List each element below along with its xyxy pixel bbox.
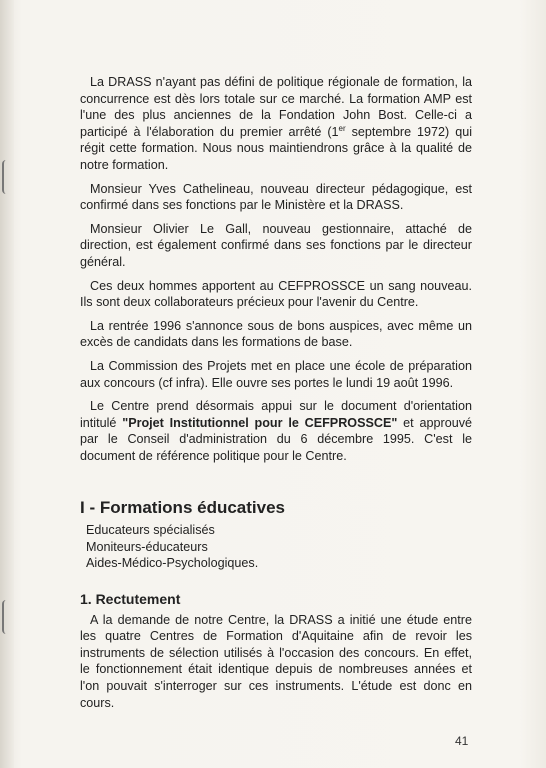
list-item: Educateurs spécialisés: [86, 523, 215, 538]
paragraph: [80, 398, 472, 464]
section-title: I - Formations éducatives: [80, 498, 285, 518]
page-content: [80, 74, 472, 718]
intro-paragraphs: [80, 74, 472, 464]
paragraph: Ces deux hommes apportent au CEFPROSSCE un sang nouveau. Ils sont deux collaborateurs précieux pour l'avenir du Centre.: [80, 278, 472, 310]
paragraph-text: Le Centre prend désormais appui sur le document d'orientation intitulé: [80, 399, 472, 430]
list-item: Moniteurs-éducateurs: [86, 539, 208, 554]
paragraph: Monsieur Olivier Le Gall, nouveau gestionnaire, attaché de direction, est également confirmé dans ses fonctions par le directeur général.: [80, 221, 472, 269]
paragraph: Monsieur Yves Cathelineau, nouveau directeur pédagogique, est confirmé dans ses fonctions par le Ministère et la DRASS.: [80, 181, 472, 213]
list-item: Aides-Médico-Psychologiques.: [86, 556, 259, 571]
paragraph: La Commission des Projets met en place une école de préparation aux concours (cf infra). Elle ouvre ses portes le lundi 19 août 1996.: [80, 358, 472, 390]
paragraph: La rentrée 1996 s'annonce sous de bons auspices, avec même un excès de candidats dans les formations de base.: [80, 318, 472, 350]
page-binding: [0, 0, 14, 768]
page-number: 41: [455, 734, 469, 748]
subsection-paragraph: A la demande de notre Centre, la DRASS a initié une étude entre les quatre Centres de Formation d'Aquitaine afin de revoir les instruments de sélection utilisés à l'occasion des concours. En effet, le fonctionnement était identique depuis de nombreuses années et l'on pouvait s'interroger sur ces instruments. L'étude est donc en cours.: [80, 612, 472, 710]
paragraph-text: et approuvé par le Conseil d'administration du 6 décembre 1995. C'est le document de référence politique pour le Centre.: [80, 415, 472, 463]
document-title-reference: "Projet Institutionnel pour le CEFPROSSCE": [122, 415, 398, 430]
superscript-text: er: [338, 123, 346, 133]
subsection-title: 1. Rectutement: [80, 590, 181, 607]
formation-list: [86, 522, 472, 571]
paragraph-text: septembre 1972) qui régit cette formation. Nous nous maintiendrons grâce à la qualité de notre formation.: [80, 124, 472, 172]
paragraph: [80, 74, 472, 174]
paragraph-text: La DRASS n'ayant pas défini de politique régionale de formation, la concurrence est dès lors totale sur ce marché. La formation AMP est l'une des plus anciennes de la Fondation John Bost. Celle-ci a participé à l'élaboration du premier arrêté (1: [80, 75, 472, 139]
staple-bottom: [2, 600, 14, 634]
staple-top: [2, 160, 14, 194]
